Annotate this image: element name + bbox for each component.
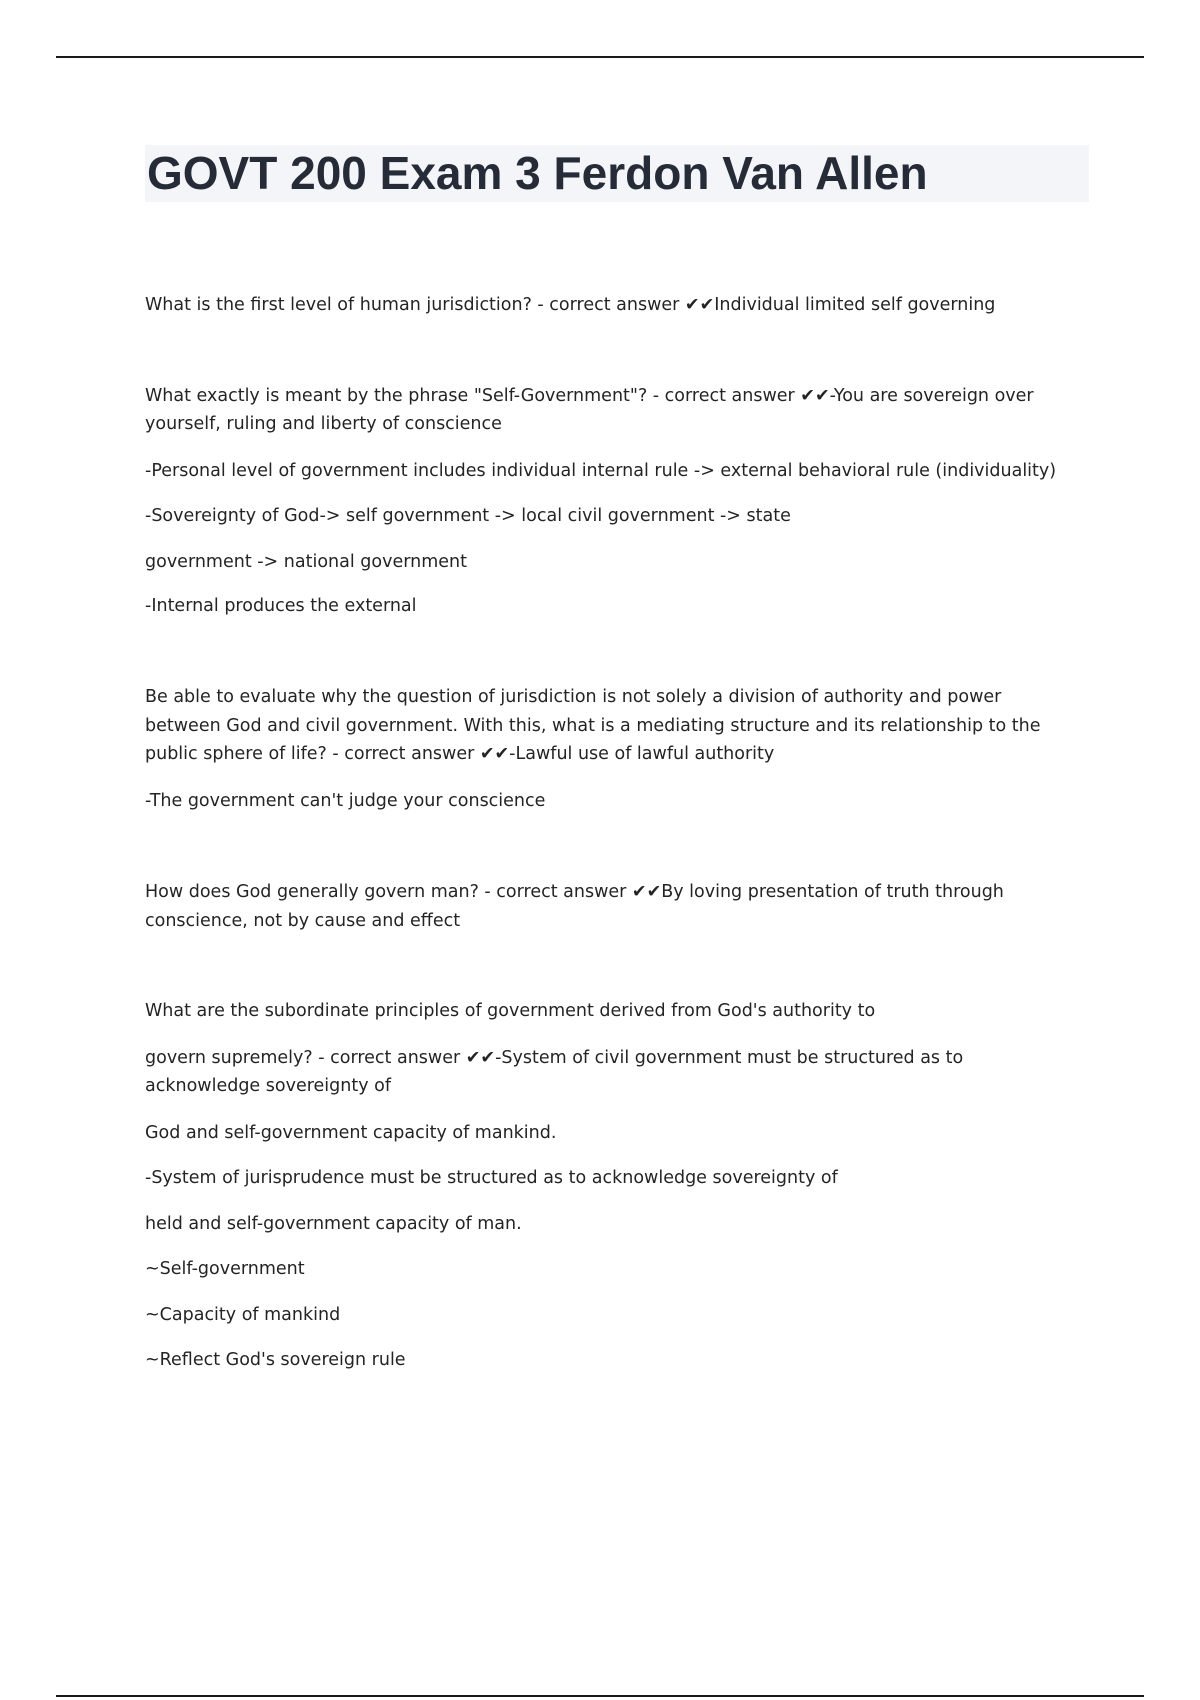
qa-line: ~Capacity of mankind [145,1305,341,1325]
qa-line: -Sovereignty of God-> self government -> local civil government -> state [145,506,791,526]
qa-line: What exactly is meant by the phrase "Self-Government"? - correct answer ✔✔-You are sovereign over [145,386,1034,406]
qa-line: -Internal produces the external [145,596,417,616]
qa-line: Be able to evaluate why the question of jurisdiction is not solely a division of authority and power [145,687,1002,707]
document-title: GOVT 200 Exam 3 Ferdon Van Allen [147,147,928,199]
qa-line: What is the first level of human jurisdiction? - correct answer ✔✔Individual limited self governing [145,295,996,315]
qa-line: ~Reflect God's sovereign rule [145,1350,406,1370]
qa-line: held and self-government capacity of man. [145,1214,522,1234]
top-rule [56,56,1144,58]
qa-line: yourself, ruling and liberty of conscience [145,414,502,434]
qa-line: conscience, not by cause and effect [145,911,461,931]
qa-line: government -> national government [145,552,467,572]
qa-line: govern supremely? - correct answer ✔✔-System of civil government must be structured as to [145,1048,964,1068]
qa-line: How does God generally govern man? - correct answer ✔✔By loving presentation of truth through [145,882,1004,902]
qa-line: public sphere of life? - correct answer ✔✔-Lawful use of lawful authority [145,744,775,764]
qa-line: ~Self-government [145,1259,305,1279]
qa-line: between God and civil government. With this, what is a mediating structure and its relationship to the [145,716,1041,736]
qa-line: What are the subordinate principles of government derived from God's authority to [145,1001,876,1021]
qa-line: -The government can't judge your conscience [145,791,546,811]
qa-line: -System of jurisprudence must be structured as to acknowledge sovereignty of [145,1168,838,1188]
qa-line: acknowledge sovereignty of [145,1076,391,1096]
bottom-rule [56,1695,1144,1697]
qa-line: God and self-government capacity of mankind. [145,1123,557,1143]
qa-line: -Personal level of government includes individual internal rule -> external behavioral rule (individuality) [145,461,1057,481]
